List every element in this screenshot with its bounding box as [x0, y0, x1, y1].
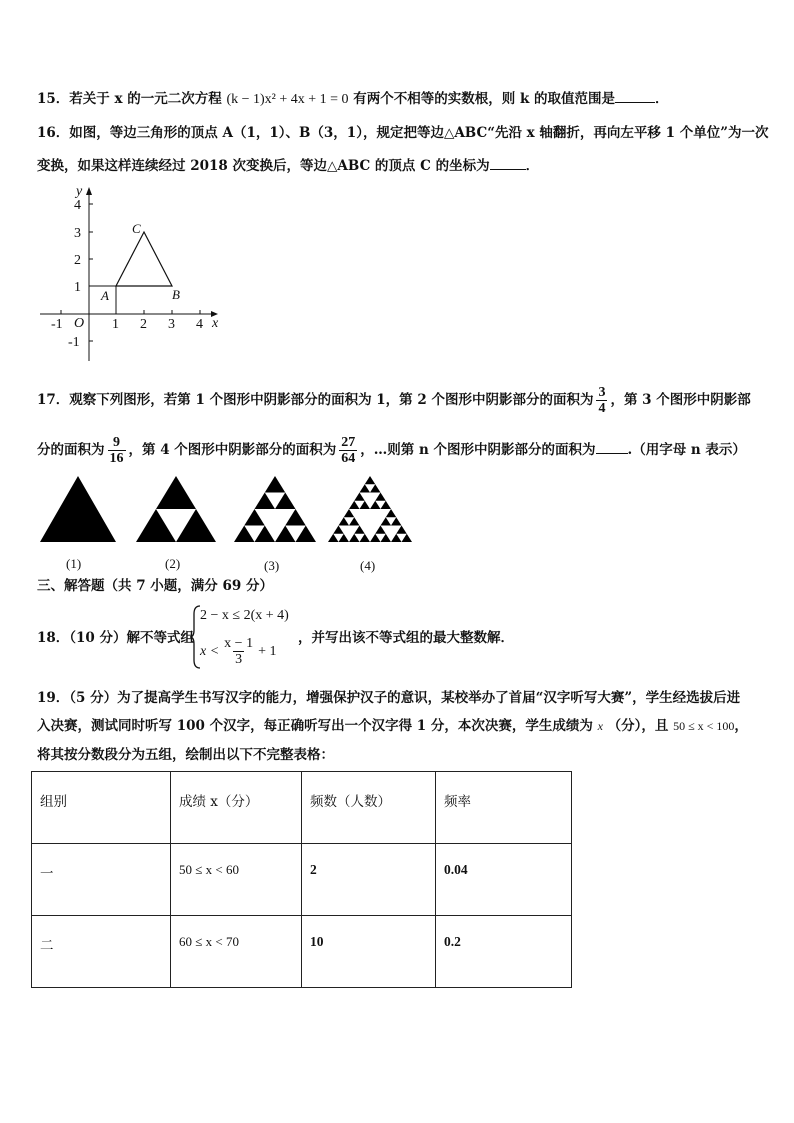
inequality-1: 2 − x ≤ 2(x + 4) — [200, 608, 289, 623]
x-tick-label: 1 — [112, 317, 119, 332]
figure-3 — [234, 476, 316, 542]
table-cell: 0.04 — [436, 844, 572, 916]
fraction-9-16: $\frac{9}{16}$ — [109, 435, 124, 466]
question-19-line-3: 将其按分数段分为五组，绘制出以下不完整表格： — [37, 747, 334, 763]
figure-caption: (4) — [360, 558, 376, 573]
question-15 — [37, 88, 669, 110]
question-text: 若关于 x 的一元二次方程 — [69, 91, 222, 107]
section-heading: 三、解答题（共 7 小题，满分 69 分） — [37, 578, 273, 594]
score-table — [31, 771, 572, 988]
equation: (k − 1)x² + 4x + 1 = 0 — [226, 92, 349, 107]
question-18-prefix: 18．（10 分）解不等式组 — [37, 630, 195, 646]
point-c-label: C — [132, 221, 141, 236]
question-text: 分的面积为 — [37, 442, 105, 458]
table-cell: 50 ≤ x < 60 — [171, 844, 302, 916]
x-tick-label: 4 — [196, 317, 203, 332]
figure-caption: (1) — [66, 556, 82, 571]
figure-caption: (3) — [264, 558, 280, 573]
header-cell: 频率 — [436, 772, 572, 844]
y-axis-arrow-icon — [86, 187, 92, 195]
inequality-2: x < $\frac{x - 1}{3}$ + 1 — [200, 636, 277, 668]
answer-blank — [615, 88, 655, 103]
question-number: 15． — [37, 91, 70, 107]
header-cell: 成绩 x（分） — [171, 772, 302, 844]
sierpinski-figures — [34, 472, 424, 577]
question-text: 有两个不相等的实数根，则 k 的取值范围是 — [353, 91, 616, 107]
question-text: ，…则第 n 个图形中阴影部分的面积为 — [360, 442, 596, 458]
figure-1-triangle — [40, 476, 116, 542]
point-a-label: A — [101, 288, 109, 303]
fraction: $\frac{x - 1}{3}$ — [224, 636, 254, 668]
question-text: ，第 3 个图形中阴影部 — [610, 392, 751, 408]
x-tick-label: 2 — [140, 317, 147, 332]
question-17-line-1 — [37, 380, 751, 420]
header-cell: 频数（人数） — [302, 772, 436, 844]
table-cell: 10 — [302, 916, 436, 988]
y-tick-label: 2 — [74, 253, 81, 268]
table-cell: 60 ≤ x < 70 — [171, 916, 302, 988]
y-tick-label: 1 — [74, 280, 81, 295]
x-tick-label: -1 — [51, 317, 63, 332]
table-cell: 一 — [32, 844, 171, 916]
y-tick-label: 4 — [74, 198, 81, 213]
figure-4 — [328, 476, 412, 542]
question-text: ，第 4 个图形中阴影部分的面积为 — [128, 442, 337, 458]
point-b-label: B — [172, 287, 180, 302]
question-18-suffix: ，并写出该不等式组的最大整数解． — [298, 630, 514, 646]
question-text: .（用字母 n 表示） — [627, 442, 746, 458]
answer-blank — [490, 155, 526, 170]
question-text: 变换，如果这样连续经过 2018 次变换后，等边△ABC 的顶点 C 的坐标为 — [37, 158, 490, 174]
y-tick-label: 3 — [74, 226, 81, 241]
y-tick-label: -1 — [68, 335, 80, 350]
question-text: 17．观察下列图形，若第 1 个图形中阴影部分的面积为 1，第 2 个图形中阴影部分的面积为 — [37, 392, 594, 408]
question-16-line-1: 16．如图，等边三角形的顶点 A（1，1）、B（3，1），规定把等边△ABC“先沿 x 轴翻折，再向左平移 1 个单位”为一次 — [37, 125, 769, 141]
question-17-line-2 — [37, 430, 746, 470]
punctuation: ． — [525, 158, 540, 174]
question-16-line-2 — [37, 155, 539, 176]
table-cell: 0.2 — [436, 916, 572, 988]
table-header-row — [32, 772, 572, 844]
question-19-line-1: 19．（5 分）为了提高学生书写汉字的能力，增强保护汉子的意识，某校举办了首届“汉字听写大赛”，学生经选拔后进 — [37, 690, 741, 706]
header-cell: 组别 — [32, 772, 171, 844]
table-row — [32, 916, 572, 988]
origin-label: O — [74, 316, 85, 331]
figure-caption: (2) — [165, 556, 181, 571]
triangle-abc — [116, 232, 172, 286]
y-axis-label: y — [76, 185, 83, 199]
table-cell: 2 — [302, 844, 436, 916]
question-19-line-2: 入决赛，测试同时听写 100 个汉字，每正确听写出一个汉字得 1 分，本次决赛，学生成绩为 x （分），且 50 ≤ x < 100， — [37, 718, 748, 734]
x-axis-label: x — [212, 316, 219, 331]
figure-2 — [136, 476, 216, 542]
table-cell: 二 — [32, 916, 171, 988]
coordinate-graph — [36, 185, 226, 363]
table-row — [32, 844, 572, 916]
fraction-3-4: $\frac{3}{4}$ — [598, 385, 606, 416]
fraction-27-64: $\frac{27}{64}$ — [341, 435, 356, 466]
answer-blank — [596, 439, 628, 454]
punctuation: ． — [655, 91, 669, 107]
x-tick-label: 3 — [168, 317, 175, 332]
